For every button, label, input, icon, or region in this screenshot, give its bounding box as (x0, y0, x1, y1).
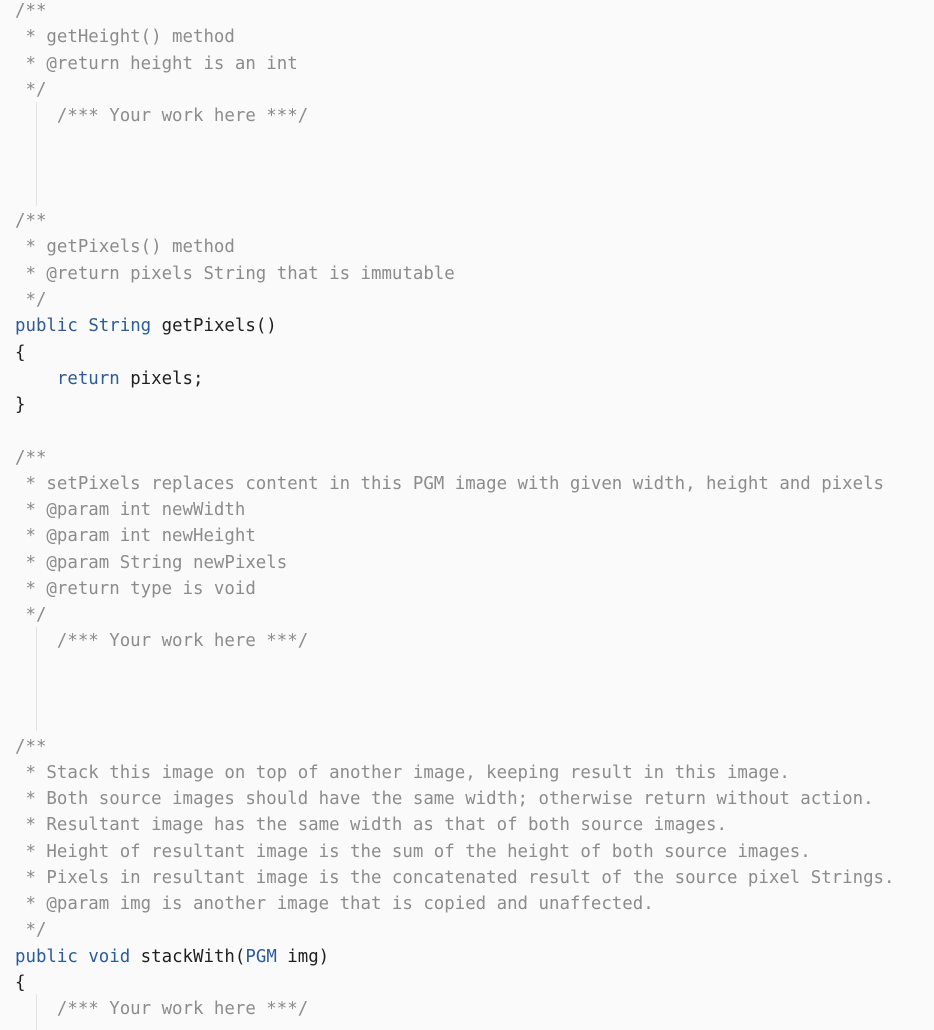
code-line (15, 917, 46, 943)
code-comment: */ (15, 920, 47, 941)
code-comment: /** (15, 736, 47, 757)
code-comment: * Both source images should have the same width; otherwise return without action. (15, 789, 874, 810)
code-text (78, 947, 88, 967)
code-comment: * @param int newHeight (15, 526, 256, 547)
code-comment: */ (15, 79, 47, 100)
code-line (15, 24, 235, 50)
code-line (15, 392, 25, 418)
code-comment: * Stack this image on top of another image, keeping result in this image. (15, 762, 790, 783)
code-line (15, 944, 329, 970)
code-comment: */ (15, 289, 47, 310)
code-line (15, 734, 46, 760)
code-line (15, 865, 894, 891)
code-keyword: return (56, 368, 120, 389)
code-comment: * @return pixels String that is immutable (15, 263, 455, 284)
code-line (15, 51, 298, 77)
code-comment: * @return type is void (15, 578, 256, 599)
code-comment: * Height of resultant image is the sum of the height of both source images. (15, 841, 811, 862)
code-comment: * @return height is an int (15, 53, 298, 74)
code-line (15, 760, 790, 786)
code-text (78, 316, 88, 336)
code-line (15, 313, 277, 339)
code-line (15, 77, 46, 103)
code-comment: * getHeight() method (15, 27, 235, 48)
code-line (15, 891, 654, 917)
code-text: } (15, 395, 26, 416)
code-text (15, 369, 57, 389)
code-comment: * @param img is another image that is copied and unaffected. (15, 894, 654, 915)
code-comment: * @param int newWidth (15, 500, 246, 521)
code-line (15, 471, 884, 497)
code-text: pixels; (119, 368, 204, 389)
code-type: PGM (245, 946, 277, 967)
code-line (15, 366, 203, 392)
code-comment: /*** Your work here ***/ (15, 106, 309, 127)
code-comment: * Resultant image has the same width as that of both source images. (15, 815, 727, 836)
code-keyword: void (88, 946, 131, 967)
code-comment: * getPixels() method (15, 237, 235, 258)
code-line (15, 523, 256, 549)
code-line (15, 576, 256, 602)
code-line (15, 0, 46, 24)
code-line (15, 602, 46, 628)
code-line (15, 812, 727, 838)
code-text: { (15, 342, 26, 363)
code-line (15, 550, 287, 576)
code-line (15, 103, 308, 129)
code-line (15, 234, 235, 260)
code-text: { (15, 972, 26, 993)
code-line (15, 996, 308, 1022)
code-keyword: public (15, 946, 78, 967)
code-comment: /*** Your work here ***/ (15, 631, 309, 652)
code-text: img) (276, 946, 330, 967)
code-type: String (88, 316, 152, 337)
code-comment: /** (15, 447, 47, 468)
code-line (15, 839, 811, 865)
code-keyword: public (15, 316, 78, 337)
code-text: getPixels() (151, 316, 277, 337)
code-text: stackWith( (130, 946, 246, 967)
code-comment: * @param String newPixels (15, 552, 288, 573)
code-comment: /*** Your work here ***/ (15, 999, 309, 1020)
code-line (15, 208, 46, 234)
code-line (15, 497, 245, 523)
code-line (15, 261, 455, 287)
code-line (15, 340, 25, 366)
code-line (15, 445, 46, 471)
code-line (15, 786, 874, 812)
code-line (15, 970, 25, 996)
code-comment: /** (15, 211, 47, 232)
code-line (15, 287, 46, 313)
code-line (15, 628, 308, 654)
code-comment: * setPixels replaces content in this PGM image with given width, height and pixels (15, 473, 885, 494)
code-comment: */ (15, 605, 47, 626)
code-comment: * Pixels in resultant image is the concatenated result of the source pixel Strings. (15, 867, 895, 888)
code-comment: /** (15, 1, 47, 21)
